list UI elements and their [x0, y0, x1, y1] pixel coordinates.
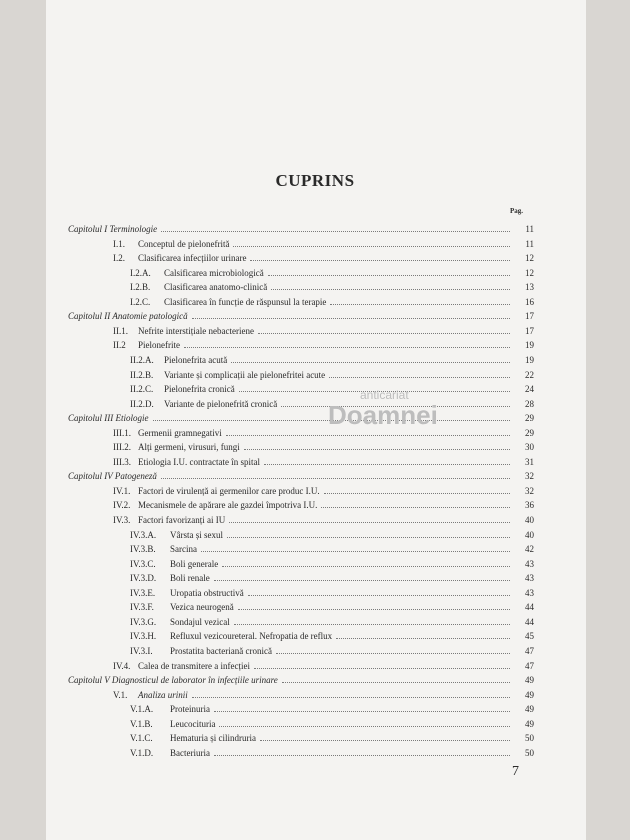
toc-entry: [0, 746, 630, 760]
page-number: 7: [512, 764, 519, 779]
toc-entry-code: V.1.B.: [130, 718, 153, 729]
toc-entry-leader: [233, 237, 510, 247]
toc-entry-leader: [321, 498, 510, 508]
toc-entry-code: III.3.: [113, 456, 131, 467]
toc-entry-page: 11: [525, 224, 534, 234]
toc-entry: [0, 615, 630, 629]
toc-entry-leader: [329, 368, 510, 378]
toc-entry-code: II.2.D.: [130, 398, 154, 409]
toc-entry-page: 43: [525, 573, 534, 584]
toc-entry-label: Factori de virulență ai germenilor care produc I.U.: [138, 485, 320, 496]
toc-entry-label: Pielonefrite: [138, 340, 180, 351]
page-title: CUPRINS: [275, 171, 355, 190]
toc-entry-label: Clasificarea infecțiilor urinare: [138, 253, 247, 264]
toc-entry-label: Bacteriuria: [170, 747, 210, 758]
toc-entry-code: II.2.C.: [130, 384, 154, 395]
toc-entry-page: 31: [525, 456, 534, 467]
toc-entry-label: Calsificarea microbiologică: [164, 267, 264, 278]
toc-entry-label: Variante și complicații ale pielonefritei acute: [164, 369, 326, 380]
toc-entry-page: 16: [525, 296, 534, 307]
toc-entry: [0, 513, 630, 527]
toc-entry: [0, 222, 630, 236]
toc-entry-page: 12: [525, 253, 534, 264]
toc-entry-code: III.1.: [113, 427, 131, 438]
toc-entry: [0, 469, 630, 483]
toc-entry-label: Pielonefrita cronică: [164, 384, 235, 395]
toc-entry: [0, 455, 630, 469]
toc-entry-page: 42: [525, 544, 534, 555]
toc-entry-label: Analiza urinii: [138, 689, 188, 700]
page-column-header: Pag.: [510, 207, 524, 215]
toc-entry-page: 44: [525, 602, 534, 613]
toc-entry-page: 30: [525, 442, 534, 453]
toc-entry-label: Capitolul V Diagnosticul de laborator în infecțiile urinare: [68, 675, 278, 686]
toc-entry-leader: [229, 513, 510, 523]
toc-entry-leader: [276, 644, 510, 654]
toc-entry-code: V.1.C.: [130, 733, 153, 744]
toc-entry: [0, 295, 630, 309]
toc-entry-page: 49: [525, 704, 534, 715]
toc-entry-page: 11: [525, 238, 534, 249]
toc-entry: [0, 397, 630, 411]
toc-entry-leader: [214, 702, 510, 712]
toc-entry-page: 32: [525, 485, 534, 496]
toc-entry: [0, 368, 630, 382]
toc-entry-code: I.2.C.: [130, 296, 151, 307]
toc-entry-leader: [201, 542, 510, 552]
toc-entry-label: Proteinuria: [170, 704, 210, 715]
toc-entry-leader: [324, 484, 510, 494]
toc-entry-leader: [244, 440, 510, 450]
toc-entry: [0, 586, 630, 600]
toc-entry-label: Sarcina: [170, 544, 197, 555]
toc-entry-label: Boli renale: [170, 573, 210, 584]
toc-entry-leader: [214, 571, 510, 581]
toc-entry-leader: [184, 338, 510, 348]
toc-entry-label: Prostatita bacteriană cronică: [170, 645, 272, 656]
toc-entry-leader: [250, 251, 510, 261]
toc-entry-label: Factori favorizanți ai IU: [138, 515, 226, 525]
toc-entry: [0, 338, 630, 352]
toc-entry-page: 40: [525, 515, 534, 525]
toc-entry-label: Capitolul II Anatomie patologică: [68, 311, 188, 322]
toc-entry-leader: [192, 309, 510, 319]
toc-entry-leader: [248, 586, 510, 596]
toc-entry: [0, 309, 630, 323]
toc-entry: [0, 353, 630, 367]
toc-entry-code: IV.3.H.: [130, 631, 157, 642]
toc-entry-leader: [260, 731, 510, 741]
toc-entry-code: II.1.: [113, 325, 128, 336]
toc-entry: [0, 702, 630, 716]
toc-entry-page: 43: [525, 587, 534, 598]
toc-entry-code: V.1.: [113, 689, 128, 700]
toc-entry-page: 24: [525, 384, 534, 395]
toc-entry-leader: [192, 688, 510, 698]
toc-entry: [0, 644, 630, 658]
toc-entry-leader: [226, 426, 510, 436]
toc-entry: [0, 411, 630, 425]
toc-entry-page: 22: [525, 369, 534, 380]
toc-entry-code: IV.3.F.: [130, 602, 154, 613]
toc-entry: [0, 629, 630, 643]
toc-entry: [0, 542, 630, 556]
toc-entry-label: Boli generale: [170, 558, 219, 569]
toc-entry-page: 49: [525, 689, 534, 700]
toc-entry-leader: [271, 280, 510, 290]
toc-entry-page: 29: [525, 413, 534, 424]
toc-entry-code: IV.4.: [113, 660, 131, 671]
toc-entry: [0, 557, 630, 571]
toc-entry-page: 19: [525, 354, 534, 365]
toc-entry-code: IV.3.C.: [130, 558, 156, 569]
toc-entry-code: IV.3.I.: [130, 645, 153, 656]
toc-entry-page: 36: [525, 500, 534, 511]
toc-entry-leader: [227, 528, 510, 538]
toc-entry-page: 44: [525, 616, 534, 627]
toc-entry-code: IV.3.G.: [130, 616, 157, 627]
toc-entry-page: 50: [525, 733, 534, 744]
watermark-small-text: anticariat: [360, 388, 409, 402]
toc-entry-page: 43: [525, 558, 534, 569]
toc-entry-page: 40: [525, 529, 534, 540]
toc-entry-leader: [258, 324, 510, 334]
toc-entry-leader: [231, 353, 510, 363]
toc-entry-code: I.2.: [113, 253, 125, 264]
toc-entry-code: IV.3.: [113, 515, 131, 525]
toc-entry-code: I.2.B.: [130, 282, 151, 293]
toc-entry: [0, 266, 630, 280]
toc-entry-leader: [222, 557, 510, 567]
toc-entry: [0, 440, 630, 454]
toc-entry-label: Clasificarea anatomo-clinică: [164, 282, 268, 293]
toc-entry-code: II.2.A.: [130, 354, 154, 365]
toc-entry-code: IV.3.E.: [130, 587, 156, 598]
toc-entry-label: Capitolul IV Patogeneză: [68, 471, 157, 482]
toc-entry-label: Vârsta și sexul: [170, 529, 223, 540]
toc-entry-code: V.1.D.: [130, 747, 154, 758]
toc-entry-label: Conceptul de pielonefrită: [138, 238, 230, 249]
toc-entry-label: Hematuria și cilindruria: [170, 733, 256, 744]
toc-entry-leader: [219, 717, 510, 727]
toc-entry-page: 49: [525, 718, 534, 729]
toc-entry-page: 28: [525, 398, 534, 409]
toc-entry-leader: [282, 673, 510, 683]
toc-entry: [0, 600, 630, 614]
toc-entry-label: Clasificarea în funcție de răspunsul la terapie: [164, 296, 327, 307]
toc-entry-code: IV.3.A.: [130, 529, 157, 540]
toc-entry-leader: [161, 222, 510, 232]
toc-entry: [0, 673, 630, 687]
toc-entry-leader: [238, 600, 510, 610]
toc-entry-page: 29: [525, 427, 534, 438]
toc-entry-page: 32: [525, 471, 534, 482]
toc-entry-page: 17: [525, 311, 534, 322]
toc-entry-page: 47: [525, 660, 534, 671]
toc-entry-code: II.2.B.: [130, 369, 154, 380]
toc-entry-leader: [281, 397, 510, 407]
toc-entry: [0, 280, 630, 294]
toc-entry: [0, 426, 630, 440]
toc-entry-code: I.1.: [113, 238, 125, 249]
toc-entry-page: 50: [525, 747, 534, 758]
toc-entry: [0, 382, 630, 396]
toc-entry-leader: [161, 469, 510, 479]
toc-entry-code: V.1.A.: [130, 704, 154, 715]
toc-entry-page: 47: [525, 645, 534, 656]
toc-entry-label: Nefrite interstițiale nebacteriene: [138, 325, 254, 336]
toc-entry-leader: [214, 746, 510, 756]
toc-entry-page: 17: [525, 325, 534, 336]
toc-entry-page: 13: [525, 282, 534, 293]
toc-entry-code: IV.3.B.: [130, 544, 156, 555]
toc-entry: [0, 688, 630, 702]
toc-entry-label: Vezica neurogenă: [170, 602, 234, 613]
toc-entry-leader: [336, 629, 510, 639]
toc-entry: [0, 571, 630, 585]
toc-entry: [0, 731, 630, 745]
toc-entry-leader: [268, 266, 510, 276]
toc-entry: [0, 498, 630, 512]
toc-entry: [0, 717, 630, 731]
toc-entry-code: IV.1.: [113, 485, 131, 496]
toc-entry-label: Mecanismele de apărare ale gazdei împotriva I.U.: [138, 500, 318, 511]
watermark-big-text: Doamnei: [328, 400, 438, 430]
toc-entry-code: IV.2.: [113, 500, 131, 511]
toc-entry-label: Uropatia obstructivă: [170, 587, 244, 598]
toc-entry-label: Variante de pielonefrită cronică: [164, 398, 278, 409]
toc-entry-leader: [330, 295, 510, 305]
toc-entry-leader: [239, 382, 510, 392]
toc-entry-page: 12: [525, 267, 534, 278]
toc-entry: [0, 237, 630, 251]
toc-entry-page: 19: [525, 340, 534, 351]
toc-entry-label: Refluxul vezicoureteral. Nefropatia de reflux: [170, 631, 333, 642]
toc-entry-label: Capitolul III Etiologie: [68, 413, 149, 424]
toc-entry-label: Leucocituria: [170, 718, 216, 729]
toc-entry: [0, 251, 630, 265]
toc-entry-label: Alți germeni, virusuri, fungi: [138, 442, 240, 453]
toc-entry-leader: [264, 455, 510, 465]
toc-entry-label: Calea de transmitere a infecției: [138, 660, 250, 671]
toc-entry-code: IV.3.D.: [130, 573, 157, 584]
toc-entry-leader: [153, 411, 510, 421]
toc-entry-label: Sondajul vezical: [170, 616, 230, 627]
toc-entry-label: Germenii gramnegativi: [138, 427, 222, 438]
toc-entry-page: 45: [525, 631, 534, 642]
toc-entry: [0, 324, 630, 338]
toc-entry-label: Etiologia I.U. contractate în spital: [138, 456, 260, 467]
toc-entry-page: 49: [525, 675, 534, 686]
toc-entry-leader: [254, 659, 510, 669]
toc-entry-code: II.2: [113, 340, 126, 351]
toc-entry: [0, 528, 630, 542]
toc-entry-leader: [234, 615, 510, 625]
toc-entry-label: Pielonefrita acută: [164, 354, 228, 365]
toc-entry: [0, 659, 630, 673]
toc-entry: [0, 484, 630, 498]
toc-entry-label: Capitolul I Terminologie: [68, 224, 158, 234]
toc-entry-code: I.2.A.: [130, 267, 151, 278]
toc-entry-code: III.2.: [113, 442, 131, 453]
